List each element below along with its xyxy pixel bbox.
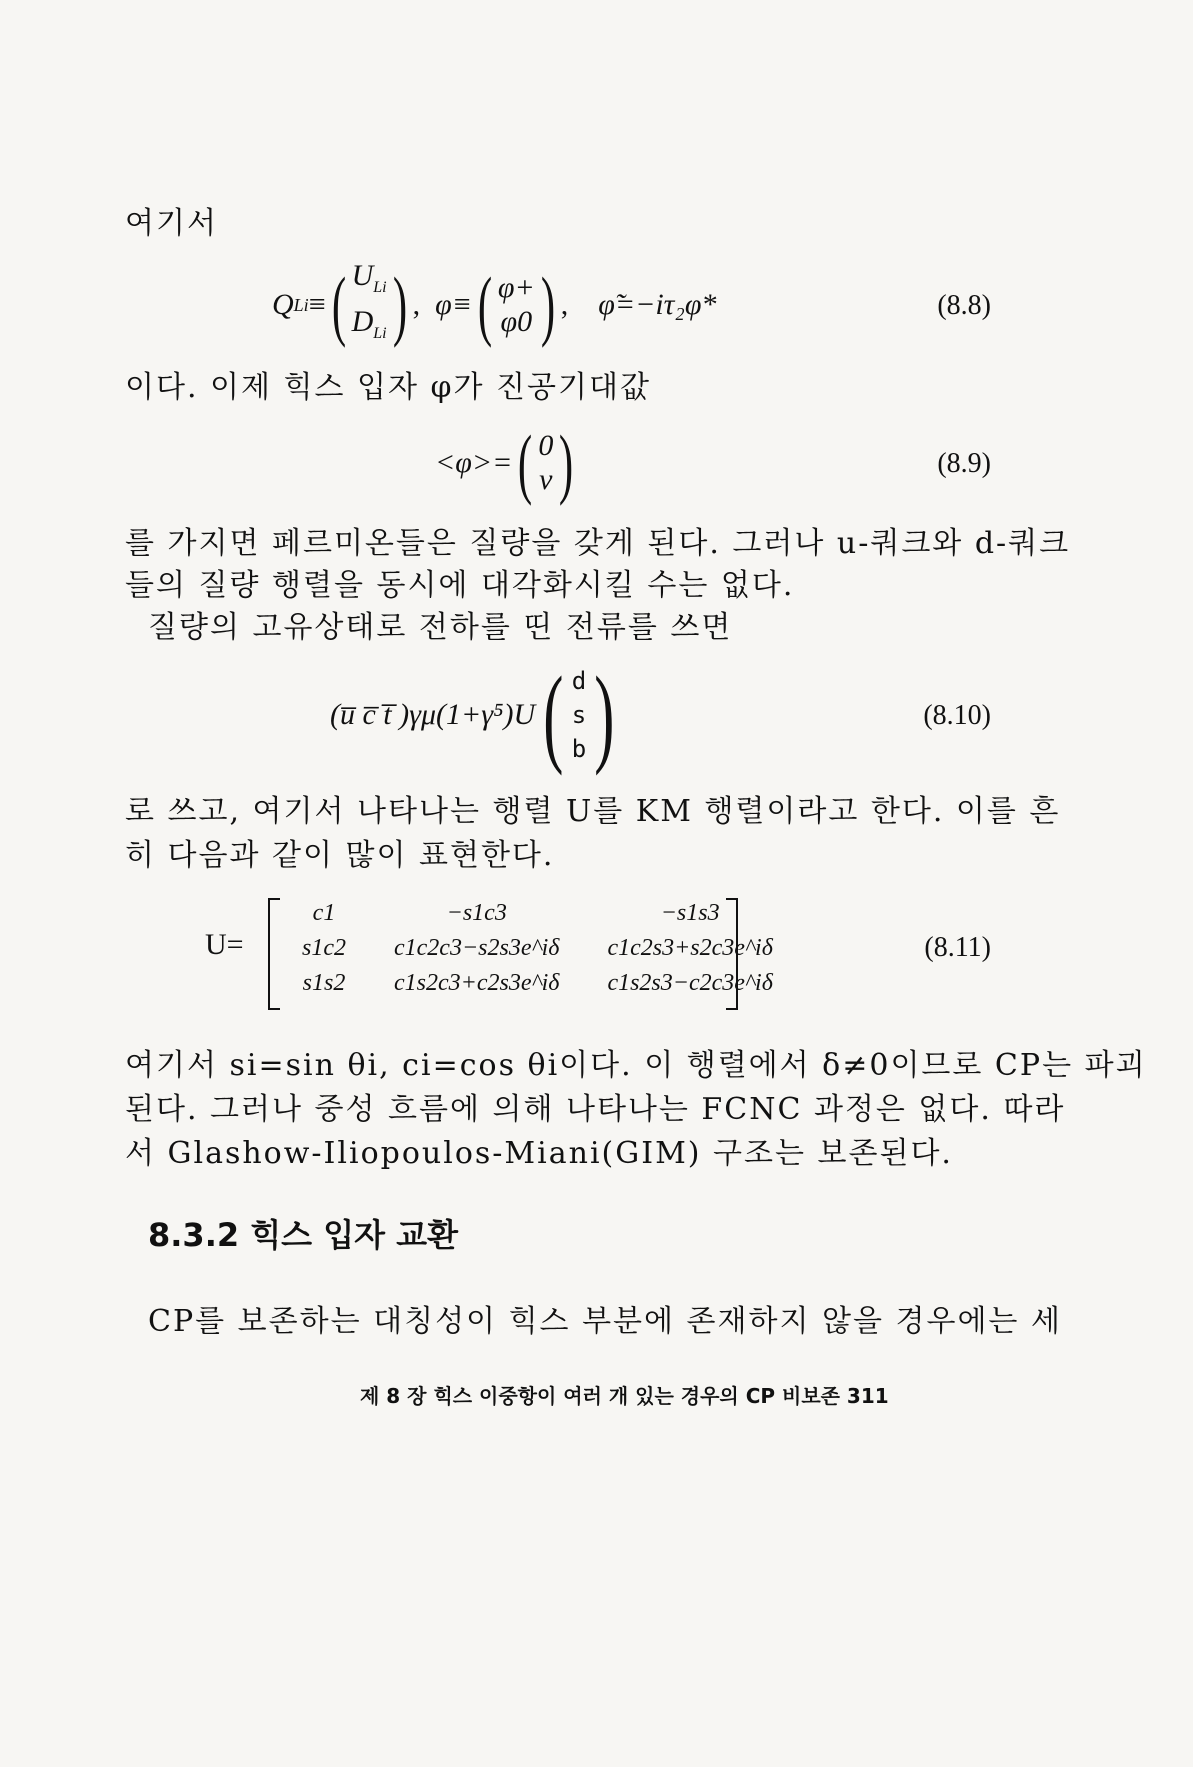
eq-phi-tilde: φ̃=−iτ₂φ* <box>598 288 717 321</box>
equation-number-8-8: (8.8) <box>937 290 991 321</box>
equation-8-11-lhs: U= <box>205 928 244 961</box>
eq-q-symbol: Q <box>272 288 294 321</box>
eq-equiv-symbol: ≡ <box>308 288 326 321</box>
paragraph-line: CP를 보존하는 대칭성이 힉스 부분에 존재하지 않을 경우에는 세 <box>148 1304 1062 1339</box>
paragraph-line: 된다. 그러나 중성 흐름에 의해 나타나는 FCNC 과정은 없다. 따라 <box>125 1092 1066 1127</box>
equation-number-8-9: (8.9) <box>937 448 991 479</box>
eq-current-lhs: (u̅ c̅ t̅ )γμ(1+γ⁵)U <box>330 698 536 731</box>
paragraph-line: 히 다음과 같이 많이 표현한다. <box>125 838 555 873</box>
text-line-vev-intro: 이다. 이제 힉스 입자 φ가 진공기대값 <box>125 370 651 405</box>
paragraph-line: 로 쓰고, 여기서 나타나는 행렬 U를 KM 행렬이라고 한다. 이를 흔 <box>125 794 1061 829</box>
eq-doublet-vector: $U_{Li}$ $D_{Li}$ <box>351 259 387 342</box>
matrix-row: c1 −s1c3 −s1s3 <box>312 900 720 926</box>
equation-number-8-10: (8.10) <box>923 700 991 731</box>
km-matrix <box>278 896 797 1001</box>
matrix-row: s1s2 c1s2c3+c2s3e^iδ c1s2s3−c2c3e^iδ <box>302 970 773 996</box>
paragraph-line: 를 가지면 페르미온들은 질량을 갖게 된다. 그러나 u-쿼크와 d-쿼크 <box>125 526 1071 561</box>
eq-vev-vector: 0 v <box>538 429 554 496</box>
section-heading: 8.3.2 힉스 입자 교환 <box>148 1216 459 1254</box>
page-footer: 제 8 장 힉스 이중항이 여러 개 있는 경우의 CP 비보존 311 <box>360 1384 889 1408</box>
equation-8-9: <φ>= ( 0 v ) <box>435 419 574 506</box>
eq-vev-lhs: <φ>= <box>435 446 513 479</box>
eq-phi-definition: φ≡ <box>435 288 472 321</box>
equation-8-8: Q Li ≡ ( $U_{Li}$ $D_{Li}$ ) , φ≡ ( φ+ φ0 ) , φ̃=−iτ₂φ* <box>272 260 716 350</box>
matrix-row: s1c2 c1c2c3−s2s3e^iδ c1c2s3+s2c3e^iδ <box>302 935 773 961</box>
eq-phi-vector: φ+ φ0 <box>497 271 535 338</box>
paragraph-line: 서 Glashow-Iliopoulos-Miani(GIM) 구조는 보존된다. <box>125 1136 953 1171</box>
paragraph-line: 질량의 고유상태로 전하를 띤 전류를 쓰면 <box>148 610 733 645</box>
paragraph-line: 들의 질량 행렬을 동시에 대각화시킬 수는 없다. <box>125 568 795 603</box>
text-line-intro: 여기서 <box>125 206 218 241</box>
equation-number-8-11: (8.11) <box>924 932 991 963</box>
eq-q-subscript: Li <box>293 294 309 315</box>
eq-quark-vector: d s b <box>571 667 587 763</box>
paragraph-line: 여기서 si=sin θi, ci=cos θi이다. 이 행렬에서 δ≠0이므로 CP는 파괴 <box>125 1048 1147 1083</box>
equation-8-10: (u̅ c̅ t̅ )γμ(1+γ⁵)U ( d s b ) <box>330 654 615 776</box>
